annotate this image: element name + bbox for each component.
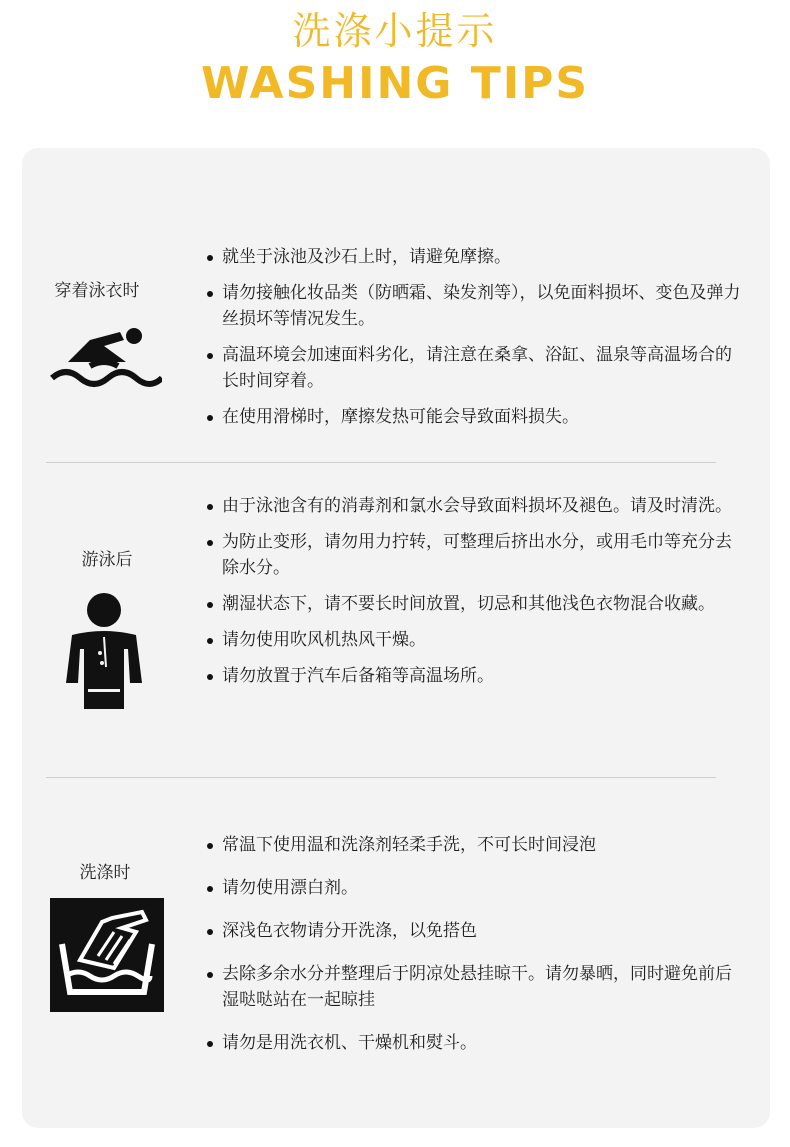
- tip-item: 在使用滑梯时，摩擦发热可能会导致面料损失。: [206, 404, 746, 430]
- tip-item: 请勿使用吹风机热风干燥。: [206, 627, 746, 653]
- section-washing: [22, 778, 770, 1128]
- tip-item: 请勿放置于汽车后备箱等高温场所。: [206, 663, 746, 689]
- section-after-swim: [22, 463, 770, 778]
- section-wearing: [22, 148, 770, 463]
- tip-item: 为防止变形，请勿用力拧转，可整理后挤出水分，或用毛巾等充分去除水分。: [206, 529, 746, 581]
- person-icon: [62, 591, 146, 713]
- tip-item: 高温环境会加速面料劣化，请注意在桑拿、浴缸、温泉等高温场合的长时间穿着。: [206, 342, 746, 394]
- tip-item: 深浅色衣物请分开洗涤，以免搭色: [206, 918, 746, 944]
- section-label: 穿着泳衣时: [54, 281, 140, 301]
- section-label: 游泳后: [81, 550, 133, 570]
- tips-list: [206, 832, 746, 1066]
- swimmer-icon: [50, 326, 162, 394]
- tips-card: [22, 148, 770, 1128]
- tip-item: 常温下使用温和洗涤剂轻柔手洗，不可长时间浸泡: [206, 832, 746, 858]
- tip-item: 就坐于泳池及沙石上时，请避免摩擦。: [206, 244, 746, 270]
- tip-item: 请勿是用洗衣机、干燥机和熨斗。: [206, 1030, 746, 1056]
- section-label: 洗涤时: [79, 863, 131, 883]
- hand-wash-icon: [50, 898, 164, 1016]
- tips-list: [206, 244, 746, 440]
- tip-item: 请勿使用漂白剂。: [206, 875, 746, 901]
- tip-item: 请勿接触化妆品类（防晒霜、染发剂等），以免面料损坏、变色及弹力丝损坏等情况发生。: [206, 280, 746, 332]
- tip-item: 潮湿状态下，请不要长时间放置，切忌和其他浅色衣物混合收藏。: [206, 591, 746, 617]
- tip-item: 由于泳池含有的消毒剂和氯水会导致面料损坏及褪色。请及时清洗。: [206, 493, 746, 519]
- tip-item: 去除多余水分并整理后于阴凉处悬挂晾干。请勿暴晒，同时避免前后湿哒哒站在一起晾挂: [206, 961, 746, 1013]
- page-title-cn: 洗涤小提示: [292, 9, 498, 53]
- page-title-en: WASHING TIPS: [200, 58, 590, 109]
- tips-list: [206, 493, 746, 699]
